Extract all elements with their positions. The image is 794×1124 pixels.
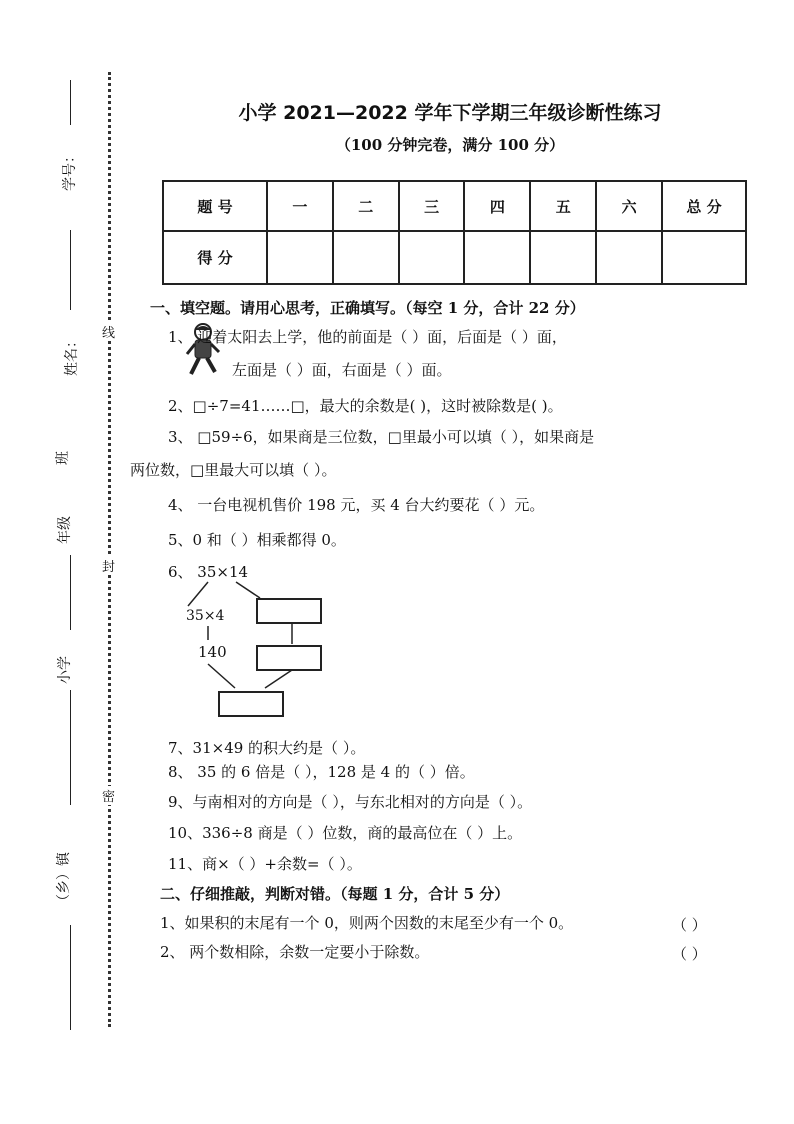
score-input-cell[interactable]: [596, 231, 662, 284]
score-input-cell[interactable]: [399, 231, 465, 284]
score-table: [162, 180, 747, 285]
score-input-cell[interactable]: [333, 231, 399, 284]
class-label: 班: [55, 451, 71, 465]
score-header-cell: 四: [464, 181, 530, 231]
q6-answer-box-3[interactable]: [218, 691, 284, 717]
town-line: [70, 925, 71, 1030]
q5-line: 5、0 和（ ）相乘都得 0。: [168, 531, 346, 549]
score-input-cell[interactable]: [530, 231, 596, 284]
q6-answer-box-2[interactable]: [256, 645, 322, 671]
score-input-cell[interactable]: [267, 231, 333, 284]
q3-line-a: 3、 □59÷6，如果商是三位数，□里最小可以填（ ），如果商是: [168, 428, 595, 446]
name-label: 姓名：: [64, 334, 80, 376]
judge-q1-line: 1、如果积的末尾有一个 0，则两个因数的末尾至少有一个 0。: [160, 914, 574, 932]
student-no-line: [70, 80, 71, 125]
q10-line: 10、336÷8 商是（ ）位数，商的最高位在（ ）上。: [168, 824, 523, 842]
q6-step-value: 140: [198, 643, 227, 661]
score-header-cell: 一: [267, 181, 333, 231]
q6-line: 6、 35×14: [168, 563, 249, 581]
section1-heading: 一、填空题。请用心思考，正确填写。（每空 1 分，合计 22 分）: [150, 299, 585, 317]
score-header-cell: 三: [399, 181, 465, 231]
judge-q2-line: 2、 两个数相除，余数一定要小于除数。: [160, 943, 430, 961]
student-no-label: 学号：: [62, 149, 78, 191]
q7-line: 7、31×49 的积大约是（ ）。: [168, 739, 366, 757]
q4-line: 4、 一台电视机售价 198 元，买 4 台大约要花（ ）元。: [168, 496, 545, 514]
school-line: [70, 690, 71, 805]
seal-label-secret: 密: [102, 786, 115, 805]
score-input-cell[interactable]: [662, 231, 746, 284]
seal-label-line: 线: [102, 322, 115, 341]
q11-line: 11、商×（ ）+余数=（ ）。: [168, 855, 362, 873]
q2-line: 2、□÷7=41……□，最大的余数是( )，这时被除数是( )。: [168, 397, 563, 415]
score-row-label: 得 分: [163, 231, 267, 284]
page-title: 小学 2021—2022 学年下学期三年级诊断性练习: [238, 102, 662, 124]
score-header-cell: 题 号: [163, 181, 267, 231]
q6-step-label: 35×4: [186, 608, 225, 624]
q1-line-b: 左面是（ ）面，右面是（ ）面。: [232, 361, 452, 379]
section2-heading: 二、仔细推敲，判断对错。（每题 1 分，合计 5 分）: [160, 885, 510, 903]
town-label: （乡）镇: [56, 852, 72, 908]
q8-line: 8、 35 的 6 倍是（ ），128 是 4 的（ ）倍。: [168, 763, 475, 781]
school-label: 小学: [57, 656, 73, 684]
judge-q1-answer[interactable]: （ ）: [672, 916, 707, 934]
seal-dotted-line: [108, 72, 111, 1027]
score-input-cell[interactable]: [464, 231, 530, 284]
score-header-cell: 二: [333, 181, 399, 231]
seal-label-seal: 封: [102, 556, 115, 575]
grade-line: [70, 555, 71, 630]
score-header-cell: 总 分: [662, 181, 746, 231]
q9-line: 9、与南相对的方向是（ ），与东北相对的方向是（ ）。: [168, 793, 533, 811]
score-header-cell: 五: [530, 181, 596, 231]
score-header-cell: 六: [596, 181, 662, 231]
q6-answer-box-1[interactable]: [256, 598, 322, 624]
page-subtitle: （100 分钟完卷，满分 100 分）: [335, 136, 565, 154]
q3-line-b: 两位数，□里最大可以填（ ）。: [130, 461, 337, 479]
judge-q2-answer[interactable]: （ ）: [672, 945, 707, 963]
name-line: [70, 230, 71, 310]
q1-line-a: 1、 迎着太阳去上学，他的前面是（ ）面，后面是（ ）面，: [168, 328, 567, 346]
grade-label: 年级: [57, 516, 73, 544]
